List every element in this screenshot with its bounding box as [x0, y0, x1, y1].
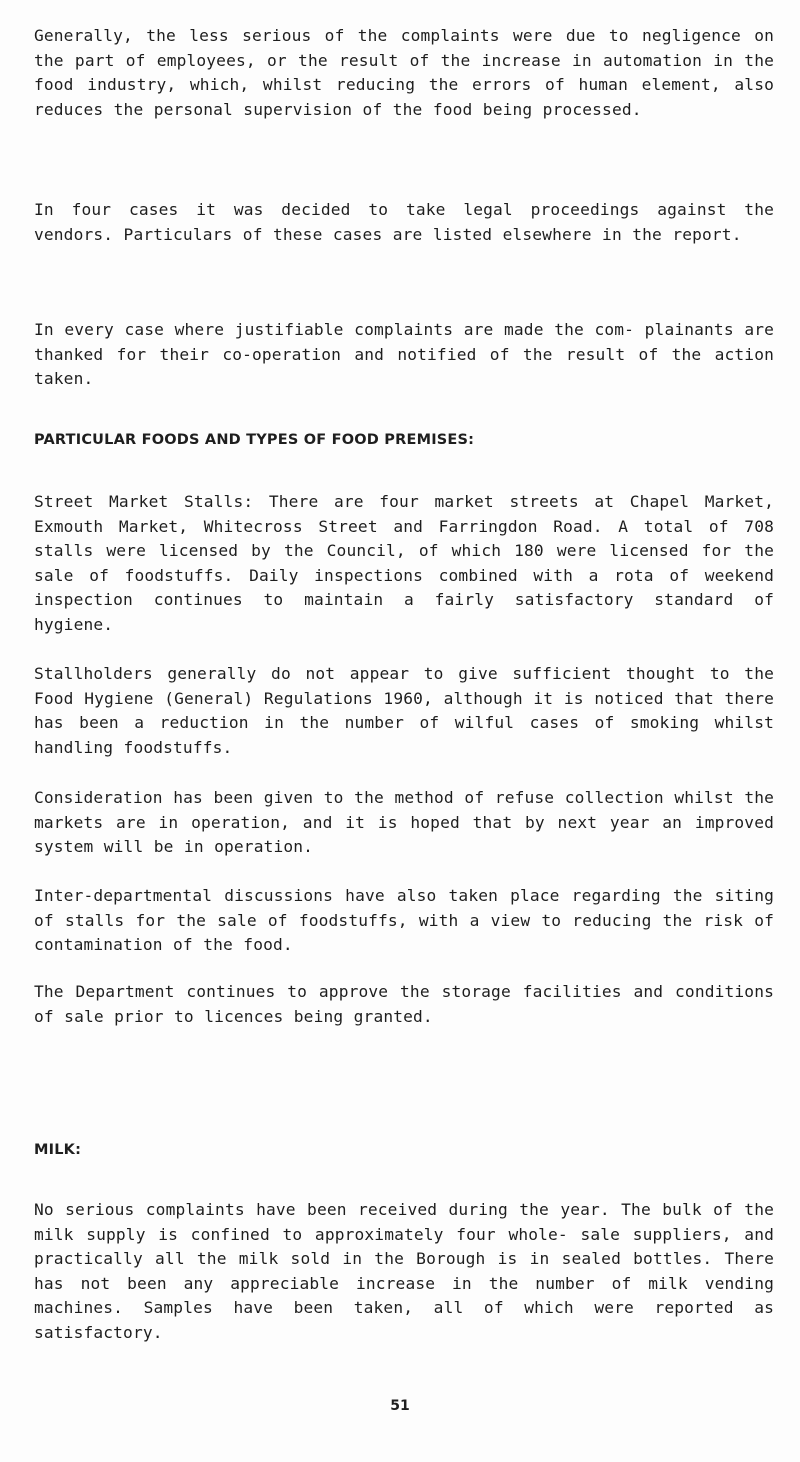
paragraph-complainants-thanked: In every case where justifiable complaints are made the com- plainants are thanked for their co-operation and notified of the result of the action taken. — [34, 320, 774, 389]
paragraph-refuse-collection: Consideration has been given to the method of refuse collection whilst the markets are in operation, and it is hoped that by next year an improved system will be in operation. — [34, 788, 774, 857]
paragraph-storage-facilities: The Department continues to approve the storage facilities and conditions of sale prior to licences being granted. — [34, 982, 774, 1026]
paragraph-milk-complaints: No serious complaints have been received during the year. The bulk of the milk supply is confined to approximately four whole- sale suppliers, and practically all the milk sold in the Borough is in sealed bottles. There has not been any appreciable increase in the number of milk vending machines. Samples have been taken, all of which were reported as satisfactory. — [34, 1200, 774, 1342]
paragraph-stallholders: Stallholders generally do not appear to give sufficient thought to the Food Hygiene (General) Regulations 1960, although it is noticed that there has been a reduction in the number of wilful cases of smoking whilst handling foodstuffs. — [34, 664, 774, 757]
heading-milk: MILK: — [34, 1142, 82, 1158]
paragraph-negligence: Generally, the less serious of the complaints were due to negligence on the part of employees, or the result of the increase in automation in the food industry, which, whilst reducing the errors of human element, also reduces the personal supervision of the food being processed. — [34, 26, 774, 119]
page-number: 51 — [390, 1398, 410, 1414]
heading-food-premises: PARTICULAR FOODS AND TYPES OF FOOD PREMISES: — [34, 432, 475, 448]
paragraph-street-market-stalls: Street Market Stalls: There are four market streets at Chapel Market, Exmouth Market, Whitecross Street and Farringdon Road. A total of 708 stalls were licensed by the Council, of which 180 were licensed for the sale of foodstuffs. Daily inspections combined with a rota of weekend inspection continues to maintain a fairly satisfactory standard of hygiene. — [34, 492, 774, 634]
paragraph-legal-proceedings: In four cases it was decided to take legal proceedings against the vendors. Particulars of these cases are listed elsewhere in the report. — [34, 200, 774, 244]
paragraph-inter-departmental: Inter-departmental discussions have also taken place regarding the siting of stalls for the sale of foodstuffs, with a view to reducing the risk of contamination of the food. — [34, 886, 774, 955]
